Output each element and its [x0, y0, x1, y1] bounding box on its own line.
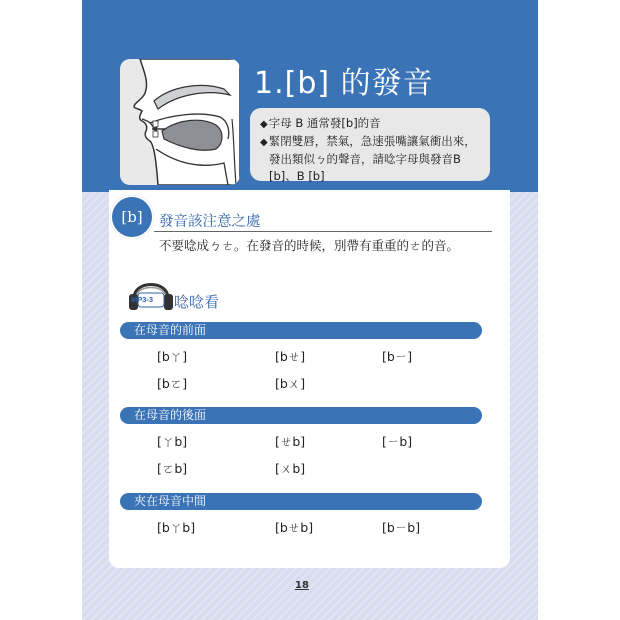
- page-number: 18: [295, 580, 309, 591]
- attention-title: 發音該注意之處: [159, 214, 261, 230]
- syllable: [bㄨ]: [275, 376, 306, 391]
- group-header-before-vowel: 在母音的前面: [120, 322, 482, 339]
- headphone-icon[interactable]: [126, 268, 176, 314]
- syllable: [ㄧb]: [382, 434, 413, 449]
- syllable: [bㄝ]: [275, 349, 306, 364]
- phoneme-badge: [b]: [110, 195, 154, 239]
- book-page: [82, 0, 538, 620]
- syllable: [ㄚb]: [157, 434, 188, 449]
- attention-body: 不要唸成ㄅㄜ。在發音的時候，別帶有重重的ㄜ的音。: [159, 238, 460, 253]
- lesson-title: 1.[b] 的發音: [254, 66, 434, 101]
- note-line-4: [b]、B [b]: [269, 169, 325, 183]
- pronunciation-note: [250, 108, 490, 181]
- divider: [154, 231, 492, 232]
- syllable: [ㄝb]: [275, 434, 306, 449]
- mp3-track-label: MP3-3: [131, 295, 154, 304]
- mouth-diagram: [120, 59, 240, 185]
- syllable: [bㄛ]: [157, 376, 188, 391]
- syllable: [bㄧ]: [382, 349, 413, 364]
- syllable: [bㄚ]: [157, 349, 188, 364]
- syllable: [bㄧb]: [382, 520, 421, 535]
- group-header-between-vowels: 夾在母音中間: [120, 493, 482, 510]
- note-line-3: 發出類似ㄅ的聲音，請唸字母與發音B: [269, 152, 461, 166]
- practice-title: 唸唸看: [174, 293, 220, 311]
- syllable: [bㄝb]: [275, 520, 314, 535]
- syllable: [bㄚb]: [157, 520, 196, 535]
- syllable: [ㄨb]: [275, 461, 306, 476]
- bullet-icon: ◆: [260, 119, 268, 130]
- group-header-after-vowel: 在母音的後面: [120, 407, 482, 424]
- bullet-icon: ◆: [260, 137, 268, 148]
- note-line-2: ◆緊閉雙唇，禁氣，急速張嘴讓氣衝出來，: [260, 134, 476, 148]
- syllable: [ㄛb]: [157, 461, 188, 476]
- note-line-1: ◆字母 B 通常發[b]的音: [260, 116, 381, 130]
